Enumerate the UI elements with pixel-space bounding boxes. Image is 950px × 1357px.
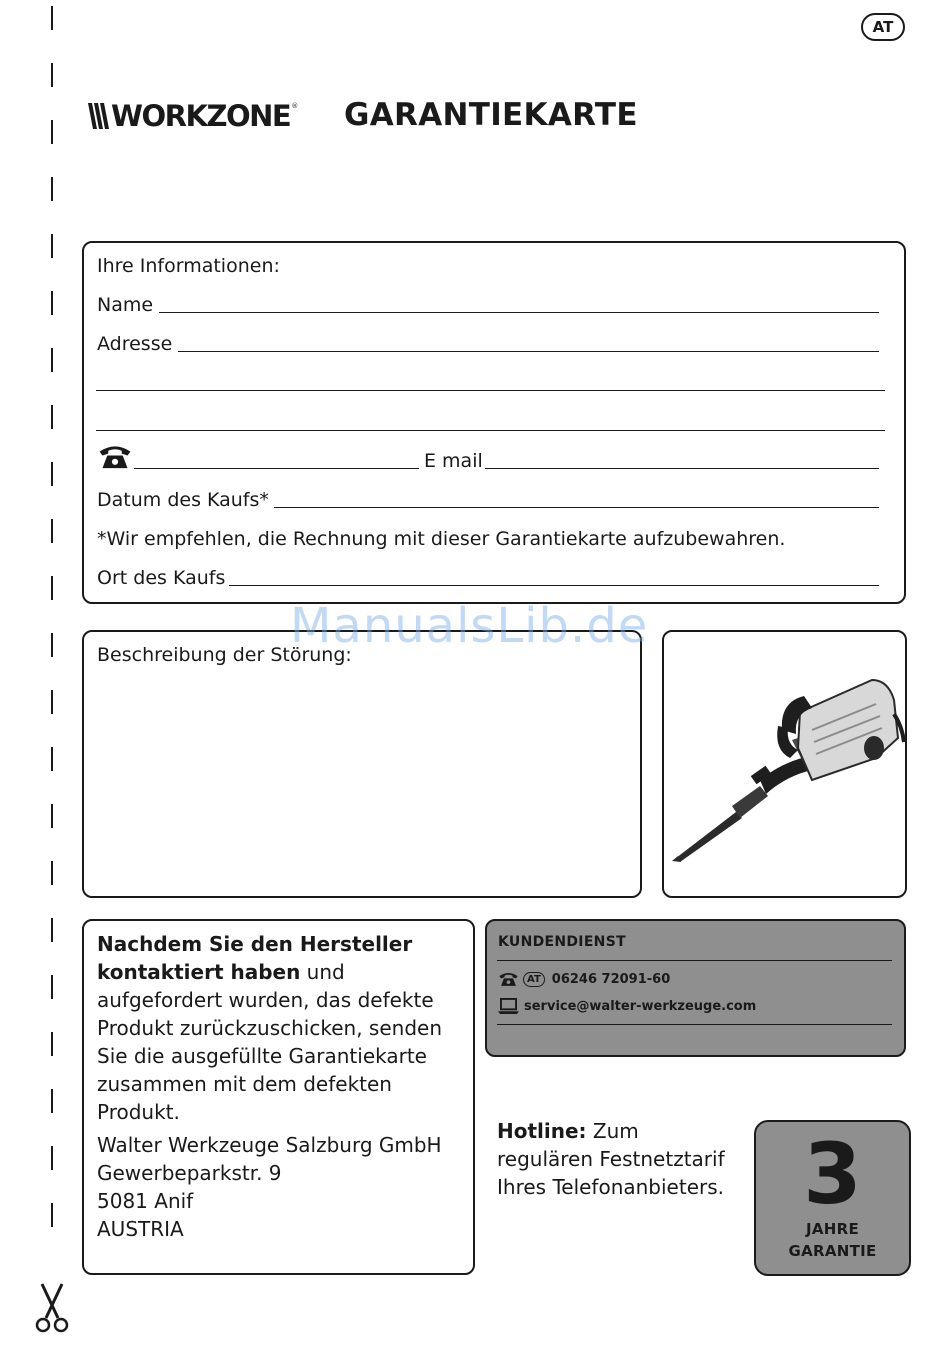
fault-description-box[interactable] bbox=[82, 630, 642, 898]
telephone-icon bbox=[97, 443, 133, 470]
divider bbox=[497, 1024, 892, 1025]
cut-line-dash bbox=[51, 462, 53, 486]
service-email-row bbox=[498, 998, 756, 1015]
telephone-icon bbox=[498, 971, 519, 987]
fault-description-label: Beschreibung der Störung: bbox=[97, 644, 352, 666]
watermark: ManualsLib.de bbox=[290, 598, 649, 654]
purchase-place-label: Ort des Kaufs bbox=[97, 567, 226, 589]
cut-line-dash bbox=[51, 63, 53, 87]
address-line: 5081 Anif bbox=[97, 1189, 194, 1213]
cut-line-dash bbox=[51, 291, 53, 315]
cut-line-dash bbox=[51, 519, 53, 543]
address-field-line[interactable] bbox=[178, 351, 879, 352]
cut-line-dash bbox=[51, 861, 53, 885]
cut-line-dash bbox=[51, 234, 53, 258]
guarantee-badge bbox=[754, 1120, 911, 1276]
scissors-icon bbox=[34, 1282, 70, 1334]
address-line: Gewerbeparkstr. 9 bbox=[97, 1161, 282, 1185]
manufacturer-address bbox=[97, 1131, 442, 1243]
address-field-line-3[interactable] bbox=[96, 430, 885, 431]
cut-line-dash bbox=[51, 120, 53, 144]
address-field-line-2[interactable] bbox=[96, 390, 885, 391]
cut-line-dash bbox=[51, 804, 53, 828]
cut-line-dash bbox=[51, 1032, 53, 1056]
return-instructions-bold: Nachdem Sie den Hersteller kontaktiert haben bbox=[97, 932, 413, 984]
cut-line-dash bbox=[51, 576, 53, 600]
hotline-note bbox=[497, 1117, 725, 1201]
info-section-label: Ihre Informationen: bbox=[97, 255, 280, 277]
guarantee-line-2: GARANTIE bbox=[788, 1242, 877, 1260]
email-label: E mail bbox=[424, 450, 483, 472]
return-instructions bbox=[97, 930, 467, 1126]
divider bbox=[497, 960, 892, 961]
invoice-recommendation: *Wir empfehlen, die Rechnung mit dieser Garantiekarte aufzubewahren. bbox=[97, 528, 786, 550]
hotline-text: regulären Festnetztarif bbox=[497, 1147, 725, 1171]
brand-name: WORKZONE bbox=[111, 99, 291, 133]
brand-logo bbox=[88, 98, 298, 134]
page-title: GARANTIEKARTE bbox=[344, 97, 638, 133]
name-field-line[interactable] bbox=[159, 312, 879, 313]
cut-line-dash bbox=[51, 1089, 53, 1113]
cut-line bbox=[51, 6, 54, 1246]
service-phone-row bbox=[498, 971, 670, 987]
service-email[interactable]: service@walter-werkzeuge.com bbox=[524, 999, 757, 1014]
guarantee-years: 3 bbox=[803, 1125, 862, 1223]
name-label: Name bbox=[97, 294, 154, 316]
cut-line-dash bbox=[51, 747, 53, 771]
demolition-hammer-icon bbox=[662, 630, 907, 898]
cut-line-dash bbox=[51, 918, 53, 942]
email-field-line[interactable] bbox=[485, 468, 879, 469]
cut-line-dash bbox=[51, 6, 53, 30]
cut-line-dash bbox=[51, 1203, 53, 1227]
phone-country-badge: AT bbox=[523, 972, 545, 987]
service-phone-number[interactable]: 06246 72091-60 bbox=[551, 971, 671, 987]
address-label: Adresse bbox=[97, 333, 173, 355]
cut-line-dash bbox=[51, 177, 53, 201]
cut-line-dash bbox=[51, 690, 53, 714]
phone-field-line[interactable] bbox=[134, 468, 419, 469]
purchase-place-field-line[interactable] bbox=[229, 585, 879, 586]
brand-stripes-icon bbox=[88, 103, 110, 129]
laptop-icon bbox=[498, 998, 519, 1015]
purchase-date-field-line[interactable] bbox=[274, 507, 879, 508]
return-instructions-text: und aufgefordert wurden, das defekte Produkt zurückzuschicken, senden Sie die ausgefüllte Garantiekarte zusammen mit dem defekten Produkt. bbox=[97, 960, 442, 1124]
cut-line-dash bbox=[51, 1146, 53, 1170]
hotline-text: Zum bbox=[586, 1119, 639, 1143]
hotline-text: Ihres Telefonanbieters. bbox=[497, 1175, 725, 1199]
address-line: AUSTRIA bbox=[97, 1217, 184, 1241]
country-badge: AT bbox=[861, 13, 905, 41]
cut-line-dash bbox=[51, 633, 53, 657]
customer-service-title: KUNDENDIENST bbox=[498, 934, 626, 950]
hotline-label: Hotline: bbox=[497, 1119, 587, 1143]
purchase-date-label: Datum des Kaufs* bbox=[97, 489, 269, 511]
guarantee-line-1: JAHRE bbox=[805, 1220, 860, 1238]
cut-line-dash bbox=[51, 348, 53, 372]
brand-registered-mark: ® bbox=[291, 102, 299, 110]
address-line: Walter Werkzeuge Salzburg GmbH bbox=[97, 1133, 442, 1157]
cut-line-dash bbox=[51, 405, 53, 429]
cut-line-dash bbox=[51, 975, 53, 999]
